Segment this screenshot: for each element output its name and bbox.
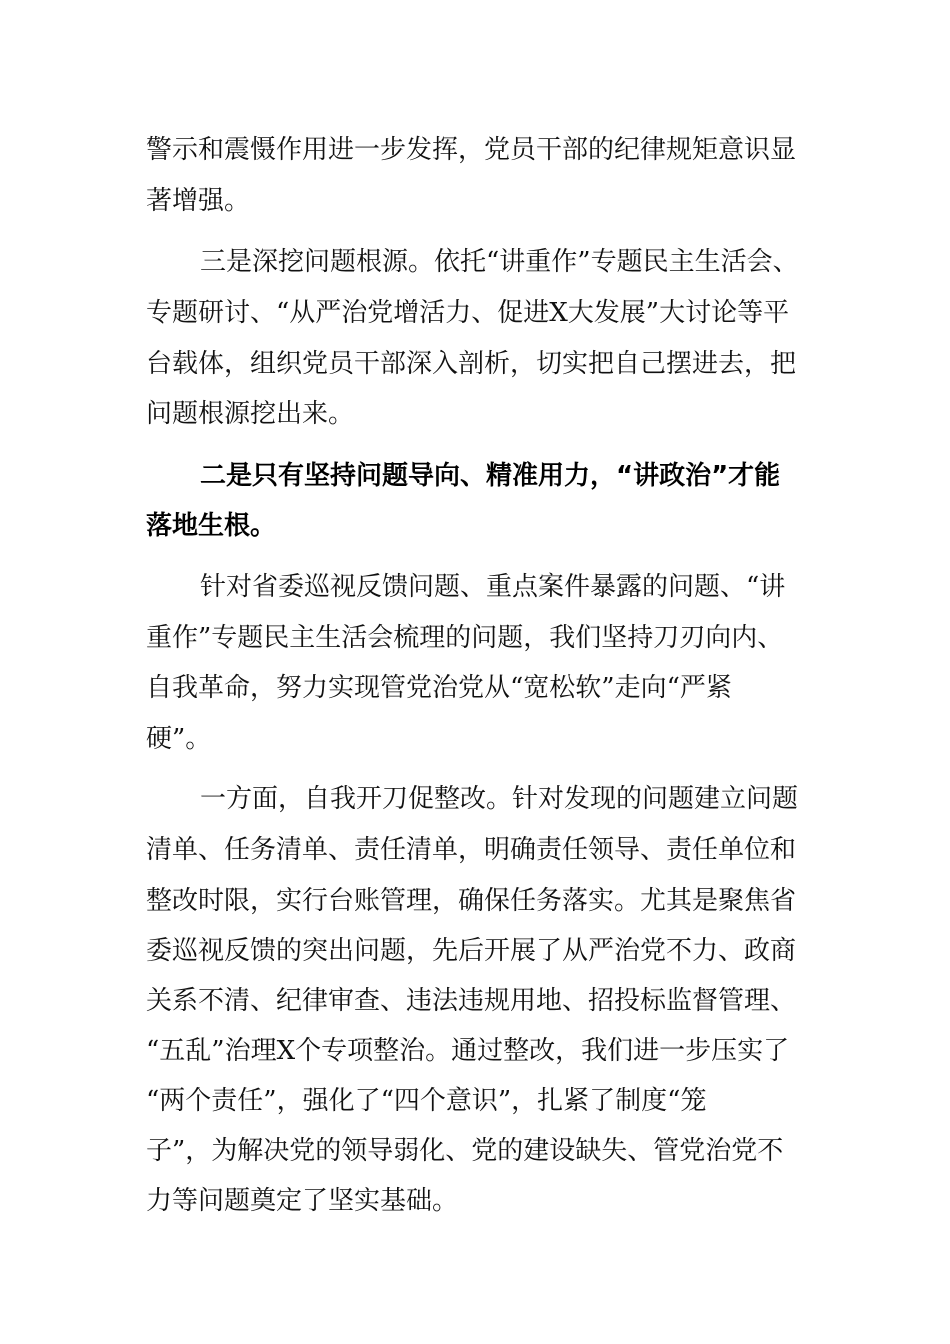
paragraph-line: 专题研讨、“从严治党增活力、促进X大发展”大讨论等平	[146, 298, 790, 328]
paragraph-line: 整改时限，实行台账管理，确保任务落实。尤其是聚焦省	[146, 886, 797, 916]
paragraph-line: 关系不清、纪律审查、违法违规用地、招投标监督管理、	[146, 986, 797, 1016]
paragraph-line: 自我革命，努力实现管党治党从“宽松软”走向“严紧	[146, 673, 732, 703]
paragraph-line: 重作”专题民主生活会梳理的问题，我们坚持刀刃向内、	[146, 623, 784, 653]
paragraph-line: 子”，为解决党的领导弱化、党的建设缺失、管党治党不	[146, 1136, 784, 1166]
paragraph-line: 委巡视反馈的突出问题，先后开展了从严治党不力、政商	[146, 936, 797, 966]
paragraph-line: 问题根源挖出来。	[146, 399, 355, 429]
paragraph-line: “两个责任”，强化了“四个意识”，扎紧了制度“笼	[146, 1086, 707, 1116]
paragraph-line: 警示和震慑作用进一步发挥，党员干部的纪律规矩意识显	[146, 135, 797, 165]
paragraph-line: 硬”。	[146, 724, 212, 754]
paragraph-line: 针对省委巡视反馈问题、重点案件暴露的问题、“讲	[200, 572, 786, 602]
section-heading-line: 落地生根。	[146, 511, 277, 541]
paragraph-line: 台载体，组织党员干部深入剖析，切实把自己摆进去，把	[146, 349, 797, 379]
paragraph-line: “五乱”治理X个专项整治。通过整改，我们进一步压实了	[146, 1036, 790, 1066]
section-heading-line: 二是只有坚持问题导向、精准用力，“讲政治”才能	[200, 461, 781, 491]
paragraph-line: 一方面，自我开刀促整改。针对发现的问题建立问题	[200, 784, 799, 814]
paragraph-line: 三是深挖问题根源。依托“讲重作”专题民主生活会、	[200, 247, 799, 277]
paragraph-line: 著增强。	[146, 186, 251, 216]
paragraph-line: 力等问题奠定了坚实基础。	[146, 1186, 459, 1216]
paragraph-line: 清单、任务清单、责任清单，明确责任领导、责任单位和	[146, 835, 797, 865]
